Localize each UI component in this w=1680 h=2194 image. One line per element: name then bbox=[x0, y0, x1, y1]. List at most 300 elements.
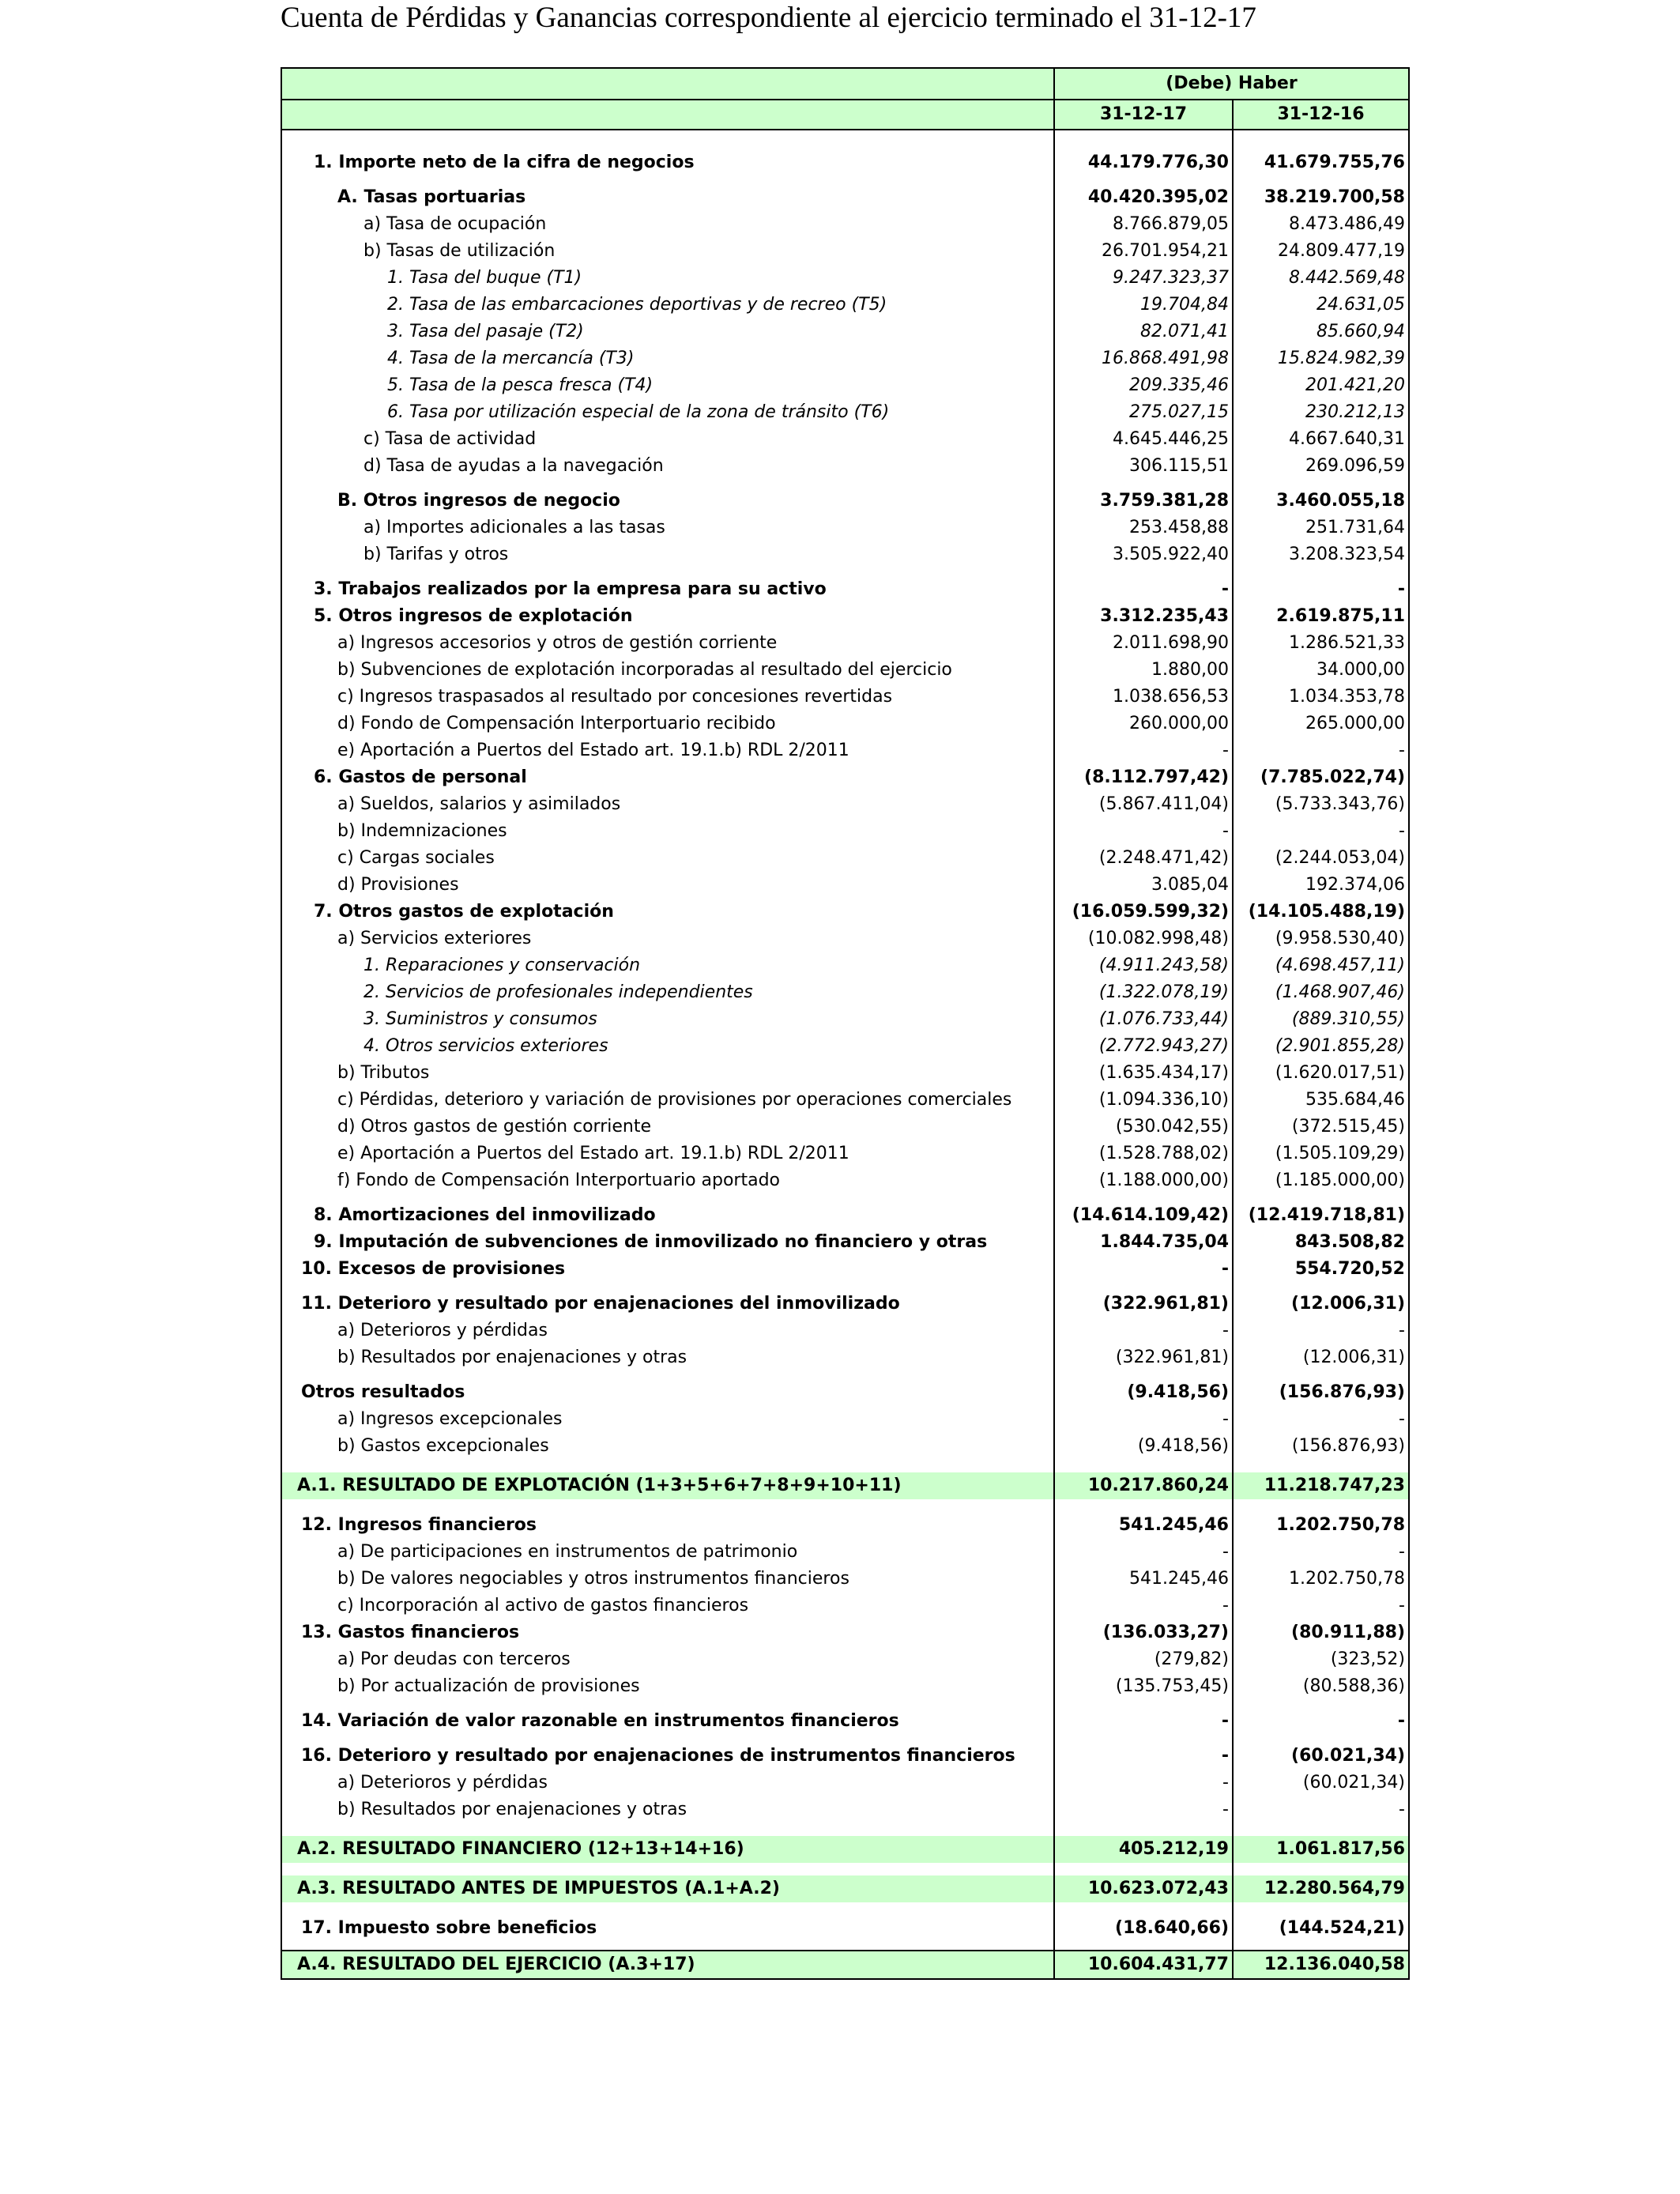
value-2016: (80.911,88) bbox=[1233, 1619, 1409, 1646]
table-row bbox=[281, 952, 1409, 979]
value-2016: (60.021,34) bbox=[1233, 1770, 1409, 1796]
row-label: 9. Imputación de subvenciones de inmovilizado no financiero y otras bbox=[314, 1232, 988, 1252]
row-label-cell bbox=[281, 1060, 1054, 1087]
value-2016: 265.000,00 bbox=[1233, 711, 1409, 737]
table-row bbox=[281, 630, 1409, 657]
table-row bbox=[281, 488, 1409, 515]
header-row-dates bbox=[281, 100, 1409, 130]
spacer-cell bbox=[1054, 1863, 1233, 1875]
value-2017: (1.322.078,19) bbox=[1054, 979, 1233, 1006]
value-2017: (136.033,27) bbox=[1054, 1619, 1233, 1646]
row-label-cell bbox=[281, 1087, 1054, 1114]
value-2017: 253.458,88 bbox=[1054, 515, 1233, 541]
row-label: a) De participaciones en instrumentos de patrimonio bbox=[337, 1542, 798, 1562]
spacer-cell bbox=[281, 1283, 1054, 1291]
row-label: a) Importes adicionales a las tasas bbox=[363, 518, 665, 537]
value-2016: - bbox=[1233, 1318, 1409, 1344]
row-label: e) Aportación a Puertos del Estado art. 19.1.b) RDL 2/2011 bbox=[337, 741, 849, 760]
row-label: A.4. RESULTADO DEL EJERCICIO (A.3+17) bbox=[297, 1955, 695, 1974]
row-label: b) Tasas de utilización bbox=[363, 241, 556, 261]
row-label: 14. Variación de valor razonable en instrumentos financieros bbox=[301, 1711, 899, 1731]
row-label-cell bbox=[281, 1379, 1054, 1406]
row-label-cell bbox=[281, 818, 1054, 845]
spacer-row bbox=[281, 1735, 1409, 1743]
value-2017: 1.038.656,53 bbox=[1054, 684, 1233, 711]
result-row bbox=[281, 1951, 1409, 1979]
value-2016: - bbox=[1233, 576, 1409, 603]
row-label-cell bbox=[281, 1291, 1054, 1318]
row-label: Otros resultados bbox=[301, 1382, 465, 1402]
value-2016: 251.731,64 bbox=[1233, 515, 1409, 541]
spacer-cell bbox=[281, 1735, 1054, 1743]
spacer-row bbox=[281, 1460, 1409, 1472]
value-2016: 2.619.875,11 bbox=[1233, 603, 1409, 630]
value-2016: 38.219.700,58 bbox=[1233, 184, 1409, 211]
row-label-cell bbox=[281, 1915, 1054, 1942]
table-row bbox=[281, 791, 1409, 818]
value-2016: (12.006,31) bbox=[1233, 1344, 1409, 1371]
spacer-row bbox=[281, 1823, 1409, 1836]
row-label: 3. Suministros y consumos bbox=[363, 1009, 597, 1029]
row-label-cell bbox=[281, 1539, 1054, 1566]
row-label-cell bbox=[281, 319, 1054, 345]
spacer-cell bbox=[1233, 1194, 1409, 1202]
spacer-cell bbox=[1054, 480, 1233, 488]
spacer-cell bbox=[1233, 568, 1409, 576]
value-2016: (2.901.855,28) bbox=[1233, 1033, 1409, 1060]
row-label: 4. Tasa de la mercancía (T3) bbox=[387, 349, 635, 368]
header-col-2017: 31-12-17 bbox=[1054, 100, 1233, 130]
value-2016: (12.419.718,81) bbox=[1233, 1202, 1409, 1229]
spacer-cell bbox=[281, 1863, 1054, 1875]
row-label-cell bbox=[281, 711, 1054, 737]
value-2017: 4.645.446,25 bbox=[1054, 426, 1233, 453]
row-label: A.3. RESULTADO ANTES DE IMPUESTOS (A.1+A.2) bbox=[297, 1879, 780, 1898]
value-2016: (156.876,93) bbox=[1233, 1379, 1409, 1406]
table-row bbox=[281, 149, 1409, 176]
row-label-cell bbox=[281, 1472, 1054, 1499]
value-2016: - bbox=[1233, 1796, 1409, 1823]
table-row bbox=[281, 1406, 1409, 1433]
value-2017: 541.245,46 bbox=[1054, 1566, 1233, 1593]
value-2016: (1.505.109,29) bbox=[1233, 1140, 1409, 1167]
table-row bbox=[281, 1202, 1409, 1229]
row-label: 6. Tasa por utilización especial de la zona de tránsito (T6) bbox=[387, 402, 890, 422]
value-2016: 1.202.750,78 bbox=[1233, 1566, 1409, 1593]
row-label: 8. Amortizaciones del inmovilizado bbox=[314, 1205, 656, 1225]
table-row bbox=[281, 319, 1409, 345]
header-label-cell bbox=[281, 68, 1054, 100]
row-label: d) Tasa de ayudas a la navegación bbox=[363, 456, 664, 476]
table-row bbox=[281, 764, 1409, 791]
row-label-cell bbox=[281, 515, 1054, 541]
row-label: 6. Gastos de personal bbox=[314, 767, 527, 787]
value-2017: - bbox=[1054, 1743, 1233, 1770]
row-label: c) Pérdidas, deterioro y variación de provisiones por operaciones comerciales bbox=[337, 1090, 1012, 1110]
row-label: 3. Tasa del pasaje (T2) bbox=[387, 322, 584, 341]
table-row bbox=[281, 1433, 1409, 1460]
spacer-cell bbox=[1054, 1283, 1233, 1291]
spacer-cell bbox=[1054, 176, 1233, 184]
table-row bbox=[281, 1673, 1409, 1700]
table-row bbox=[281, 541, 1409, 568]
spacer-cell bbox=[281, 176, 1054, 184]
value-2017: (1.635.434,17) bbox=[1054, 1060, 1233, 1087]
value-2017: 260.000,00 bbox=[1054, 711, 1233, 737]
value-2017: 16.868.491,98 bbox=[1054, 345, 1233, 372]
value-2016: 34.000,00 bbox=[1233, 657, 1409, 684]
spacer-cell bbox=[1054, 1194, 1233, 1202]
table-row bbox=[281, 1539, 1409, 1566]
value-2016: 1.034.353,78 bbox=[1233, 684, 1409, 711]
value-2017: (10.082.998,48) bbox=[1054, 925, 1233, 952]
value-2017: 3.085,04 bbox=[1054, 872, 1233, 899]
table-row bbox=[281, 576, 1409, 603]
row-label: b) Gastos excepcionales bbox=[337, 1436, 549, 1456]
table-row bbox=[281, 265, 1409, 292]
table-row bbox=[281, 1646, 1409, 1673]
spacer-cell bbox=[281, 1371, 1054, 1379]
table-row bbox=[281, 657, 1409, 684]
spacer-row bbox=[281, 1902, 1409, 1915]
spacer-cell bbox=[1054, 1735, 1233, 1743]
row-label-cell bbox=[281, 372, 1054, 399]
spacer-cell bbox=[281, 1700, 1054, 1708]
value-2016: 269.096,59 bbox=[1233, 453, 1409, 480]
row-label-cell bbox=[281, 952, 1054, 979]
value-2016: (9.958.530,40) bbox=[1233, 925, 1409, 952]
row-label-cell bbox=[281, 1796, 1054, 1823]
row-label: e) Aportación a Puertos del Estado art. 19.1.b) RDL 2/2011 bbox=[337, 1144, 849, 1163]
spacer-cell bbox=[1233, 176, 1409, 184]
row-label-cell bbox=[281, 603, 1054, 630]
spacer-cell bbox=[1233, 1902, 1409, 1915]
value-2017: 8.766.879,05 bbox=[1054, 211, 1233, 238]
row-label-cell bbox=[281, 1202, 1054, 1229]
row-label-cell bbox=[281, 925, 1054, 952]
value-2017: 82.071,41 bbox=[1054, 319, 1233, 345]
value-2016: 554.720,52 bbox=[1233, 1256, 1409, 1283]
spacer-cell bbox=[1054, 1902, 1233, 1915]
spacer-cell bbox=[281, 480, 1054, 488]
table-row bbox=[281, 1140, 1409, 1167]
row-label: a) Ingresos accesorios y otros de gestión corriente bbox=[337, 633, 778, 653]
table-row bbox=[281, 399, 1409, 426]
row-label-cell bbox=[281, 1743, 1054, 1770]
value-2016: - bbox=[1233, 1708, 1409, 1735]
row-label-cell bbox=[281, 684, 1054, 711]
value-2016: - bbox=[1233, 1539, 1409, 1566]
row-label-cell bbox=[281, 1673, 1054, 1700]
table-row bbox=[281, 184, 1409, 211]
row-label-cell bbox=[281, 426, 1054, 453]
value-2017: (8.112.797,42) bbox=[1054, 764, 1233, 791]
row-label-cell bbox=[281, 1344, 1054, 1371]
row-label-cell bbox=[281, 845, 1054, 872]
value-2017: - bbox=[1054, 1406, 1233, 1433]
row-label-cell bbox=[281, 1593, 1054, 1619]
row-label: 3. Trabajos realizados por la empresa para su activo bbox=[314, 579, 827, 599]
spacer-row bbox=[281, 176, 1409, 184]
table-row bbox=[281, 1033, 1409, 1060]
spacer-cell bbox=[1233, 1700, 1409, 1708]
value-2016: - bbox=[1233, 1406, 1409, 1433]
spacer-cell bbox=[1233, 1863, 1409, 1875]
row-label-cell bbox=[281, 1951, 1054, 1979]
value-2017: (1.094.336,10) bbox=[1054, 1087, 1233, 1114]
spacer-cell bbox=[281, 568, 1054, 576]
row-label: 10. Excesos de provisiones bbox=[301, 1259, 566, 1279]
value-2017: 3.312.235,43 bbox=[1054, 603, 1233, 630]
table-row bbox=[281, 1006, 1409, 1033]
row-label: b) De valores negociables y otros instrumentos financieros bbox=[337, 1569, 849, 1589]
row-label-cell bbox=[281, 399, 1054, 426]
table-row bbox=[281, 925, 1409, 952]
value-2017: (2.248.471,42) bbox=[1054, 845, 1233, 872]
value-2016: 230.212,13 bbox=[1233, 399, 1409, 426]
table-row bbox=[281, 372, 1409, 399]
header-label-cell bbox=[281, 100, 1054, 130]
value-2017: - bbox=[1054, 1796, 1233, 1823]
spacer-cell bbox=[281, 1902, 1054, 1915]
value-2017: (16.059.599,32) bbox=[1054, 899, 1233, 925]
value-2016: 15.824.982,39 bbox=[1233, 345, 1409, 372]
row-label: 1. Tasa del buque (T1) bbox=[387, 268, 582, 288]
spacer-cell bbox=[1054, 1371, 1233, 1379]
value-2017: 209.335,46 bbox=[1054, 372, 1233, 399]
row-label: a) Deterioros y pérdidas bbox=[337, 1321, 548, 1340]
row-label-cell bbox=[281, 1646, 1054, 1673]
value-2016: (323,52) bbox=[1233, 1646, 1409, 1673]
value-2016: (12.006,31) bbox=[1233, 1291, 1409, 1318]
value-2017: 275.027,15 bbox=[1054, 399, 1233, 426]
row-label-cell bbox=[281, 979, 1054, 1006]
row-label-cell bbox=[281, 1167, 1054, 1194]
value-2017: (9.418,56) bbox=[1054, 1379, 1233, 1406]
value-2017: (18.640,66) bbox=[1054, 1915, 1233, 1942]
value-2016: 1.202.750,78 bbox=[1233, 1512, 1409, 1539]
table-row bbox=[281, 211, 1409, 238]
value-2017: 3.759.381,28 bbox=[1054, 488, 1233, 515]
table-row bbox=[281, 1060, 1409, 1087]
row-label: 5. Otros ingresos de explotación bbox=[314, 606, 633, 626]
row-label: d) Fondo de Compensación Interportuario recibido bbox=[337, 714, 776, 733]
header-row-group bbox=[281, 68, 1409, 100]
value-2017: 3.505.922,40 bbox=[1054, 541, 1233, 568]
row-label: a) Servicios exteriores bbox=[337, 929, 532, 948]
profit-loss-table bbox=[281, 67, 1410, 1980]
row-label-cell bbox=[281, 1318, 1054, 1344]
value-2017: (135.753,45) bbox=[1054, 1673, 1233, 1700]
value-2017: (4.911.243,58) bbox=[1054, 952, 1233, 979]
row-label-cell bbox=[281, 764, 1054, 791]
value-2017: - bbox=[1054, 1539, 1233, 1566]
value-2017: - bbox=[1054, 1708, 1233, 1735]
result-row bbox=[281, 1472, 1409, 1499]
table-row bbox=[281, 1087, 1409, 1114]
table-row bbox=[281, 1344, 1409, 1371]
row-label-cell bbox=[281, 872, 1054, 899]
spacer-cell bbox=[1054, 1460, 1233, 1472]
spacer-cell bbox=[1054, 568, 1233, 576]
value-2016: - bbox=[1233, 737, 1409, 764]
row-label: f) Fondo de Compensación Interportuario aportado bbox=[337, 1171, 781, 1190]
value-2017: 19.704,84 bbox=[1054, 292, 1233, 319]
value-2016: (144.524,21) bbox=[1233, 1915, 1409, 1942]
value-2016: 41.679.755,76 bbox=[1233, 149, 1409, 176]
table-row bbox=[281, 1379, 1409, 1406]
table-row bbox=[281, 1708, 1409, 1735]
value-2017: 10.623.072,43 bbox=[1054, 1875, 1233, 1902]
table-row bbox=[281, 1743, 1409, 1770]
row-label: 2. Tasa de las embarcaciones deportivas y de recreo (T5) bbox=[387, 295, 887, 315]
row-label-cell bbox=[281, 292, 1054, 319]
result-row bbox=[281, 1875, 1409, 1902]
value-2016: (60.021,34) bbox=[1233, 1743, 1409, 1770]
row-label: 13. Gastos financieros bbox=[301, 1623, 520, 1642]
header-col-2016: 31-12-16 bbox=[1233, 100, 1409, 130]
row-label-cell bbox=[281, 1256, 1054, 1283]
spacer-cell bbox=[1233, 1499, 1409, 1512]
spacer-cell bbox=[281, 1823, 1054, 1836]
row-label-cell bbox=[281, 1512, 1054, 1539]
value-2016: 8.473.486,49 bbox=[1233, 211, 1409, 238]
row-label-cell bbox=[281, 791, 1054, 818]
row-label-cell bbox=[281, 576, 1054, 603]
row-label: 16. Deterioro y resultado por enajenaciones de instrumentos financieros bbox=[301, 1746, 1015, 1766]
value-2016: (889.310,55) bbox=[1233, 1006, 1409, 1033]
value-2017: (322.961,81) bbox=[1054, 1344, 1233, 1371]
row-label-cell bbox=[281, 1433, 1054, 1460]
value-2016: (156.876,93) bbox=[1233, 1433, 1409, 1460]
row-label: c) Ingresos traspasados al resultado por concesiones revertidas bbox=[337, 687, 893, 707]
table-row bbox=[281, 238, 1409, 265]
value-2016: - bbox=[1233, 818, 1409, 845]
spacer-row bbox=[281, 1371, 1409, 1379]
value-2016: 1.061.817,56 bbox=[1233, 1836, 1409, 1863]
value-2017: (2.772.943,27) bbox=[1054, 1033, 1233, 1060]
value-2016: - bbox=[1233, 1593, 1409, 1619]
row-label: 2. Servicios de profesionales independientes bbox=[363, 982, 753, 1002]
value-2017: - bbox=[1054, 1770, 1233, 1796]
value-2017: 306.115,51 bbox=[1054, 453, 1233, 480]
value-2016: 24.809.477,19 bbox=[1233, 238, 1409, 265]
spacer-cell bbox=[1233, 480, 1409, 488]
spacer-cell bbox=[1233, 1371, 1409, 1379]
spacer-cell bbox=[1054, 1942, 1233, 1951]
spacer-cell bbox=[281, 1942, 1054, 1951]
spacer-row bbox=[281, 1863, 1409, 1875]
result-row bbox=[281, 1836, 1409, 1863]
row-label-cell bbox=[281, 1006, 1054, 1033]
value-2016: (5.733.343,76) bbox=[1233, 791, 1409, 818]
row-label-cell bbox=[281, 1770, 1054, 1796]
value-2017: (1.528.788,02) bbox=[1054, 1140, 1233, 1167]
value-2016: 201.421,20 bbox=[1233, 372, 1409, 399]
row-label-cell bbox=[281, 238, 1054, 265]
value-2016: 12.136.040,58 bbox=[1233, 1951, 1409, 1979]
row-label-cell bbox=[281, 1033, 1054, 1060]
value-2017: 10.604.431,77 bbox=[1054, 1951, 1233, 1979]
table-row bbox=[281, 1291, 1409, 1318]
table-row bbox=[281, 845, 1409, 872]
spacer-cell bbox=[1054, 1823, 1233, 1836]
value-2017: (279,82) bbox=[1054, 1646, 1233, 1673]
row-label: A. Tasas portuarias bbox=[337, 187, 526, 207]
spacer-row bbox=[281, 1499, 1409, 1512]
value-2017: - bbox=[1054, 1318, 1233, 1344]
value-2017: 10.217.860,24 bbox=[1054, 1472, 1233, 1499]
table-row bbox=[281, 1256, 1409, 1283]
value-2017: (1.076.733,44) bbox=[1054, 1006, 1233, 1033]
row-label: a) Por deudas con terceros bbox=[337, 1649, 571, 1669]
row-label: a) Deterioros y pérdidas bbox=[337, 1773, 548, 1793]
row-label: 12. Ingresos financieros bbox=[301, 1515, 537, 1535]
row-label: B. Otros ingresos de negocio bbox=[337, 491, 620, 511]
table-row bbox=[281, 345, 1409, 372]
row-label-cell bbox=[281, 1140, 1054, 1167]
row-label: b) Resultados por enajenaciones y otras bbox=[337, 1348, 687, 1367]
row-label-cell bbox=[281, 488, 1054, 515]
row-label: d) Otros gastos de gestión corriente bbox=[337, 1117, 652, 1137]
row-label-cell bbox=[281, 184, 1054, 211]
row-label: a) Tasa de ocupación bbox=[363, 214, 547, 234]
value-2017: - bbox=[1054, 576, 1233, 603]
value-2016: 24.631,05 bbox=[1233, 292, 1409, 319]
row-label: c) Tasa de actividad bbox=[363, 429, 537, 449]
row-label: 1. Reparaciones y conservación bbox=[363, 956, 641, 975]
value-2017: 2.011.698,90 bbox=[1054, 630, 1233, 657]
value-2016: (14.105.488,19) bbox=[1233, 899, 1409, 925]
table-row bbox=[281, 1167, 1409, 1194]
value-2016: (4.698.457,11) bbox=[1233, 952, 1409, 979]
value-2017: (530.042,55) bbox=[1054, 1114, 1233, 1140]
row-label: 1. Importe neto de la cifra de negocios bbox=[314, 153, 695, 172]
value-2016: (80.588,36) bbox=[1233, 1673, 1409, 1700]
value-2016: (2.244.053,04) bbox=[1233, 845, 1409, 872]
value-2017: 26.701.954,21 bbox=[1054, 238, 1233, 265]
row-label: c) Incorporación al activo de gastos financieros bbox=[337, 1596, 749, 1615]
table-row bbox=[281, 1593, 1409, 1619]
row-label-cell bbox=[281, 1619, 1054, 1646]
table-row bbox=[281, 426, 1409, 453]
value-2017: 44.179.776,30 bbox=[1054, 149, 1233, 176]
table-row bbox=[281, 684, 1409, 711]
row-label-cell bbox=[281, 1566, 1054, 1593]
row-label: 5. Tasa de la pesca fresca (T4) bbox=[387, 375, 654, 395]
table-row bbox=[281, 603, 1409, 630]
row-label-cell bbox=[281, 453, 1054, 480]
value-2017: 541.245,46 bbox=[1054, 1512, 1233, 1539]
spacer-cell bbox=[1233, 130, 1409, 149]
row-label-cell bbox=[281, 345, 1054, 372]
spacer-cell bbox=[1233, 1823, 1409, 1836]
row-label: b) Indemnizaciones bbox=[337, 821, 507, 841]
spacer-cell bbox=[1054, 130, 1233, 149]
value-2017: - bbox=[1054, 818, 1233, 845]
row-label-cell bbox=[281, 657, 1054, 684]
value-2017: 9.247.323,37 bbox=[1054, 265, 1233, 292]
header-group-label: (Debe) Haber bbox=[1054, 68, 1409, 100]
table-row bbox=[281, 1915, 1409, 1942]
table-row bbox=[281, 872, 1409, 899]
value-2017: (1.188.000,00) bbox=[1054, 1167, 1233, 1194]
row-label: c) Cargas sociales bbox=[337, 848, 495, 868]
table-row bbox=[281, 515, 1409, 541]
value-2016: 11.218.747,23 bbox=[1233, 1472, 1409, 1499]
row-label-cell bbox=[281, 630, 1054, 657]
value-2016: 1.286.521,33 bbox=[1233, 630, 1409, 657]
